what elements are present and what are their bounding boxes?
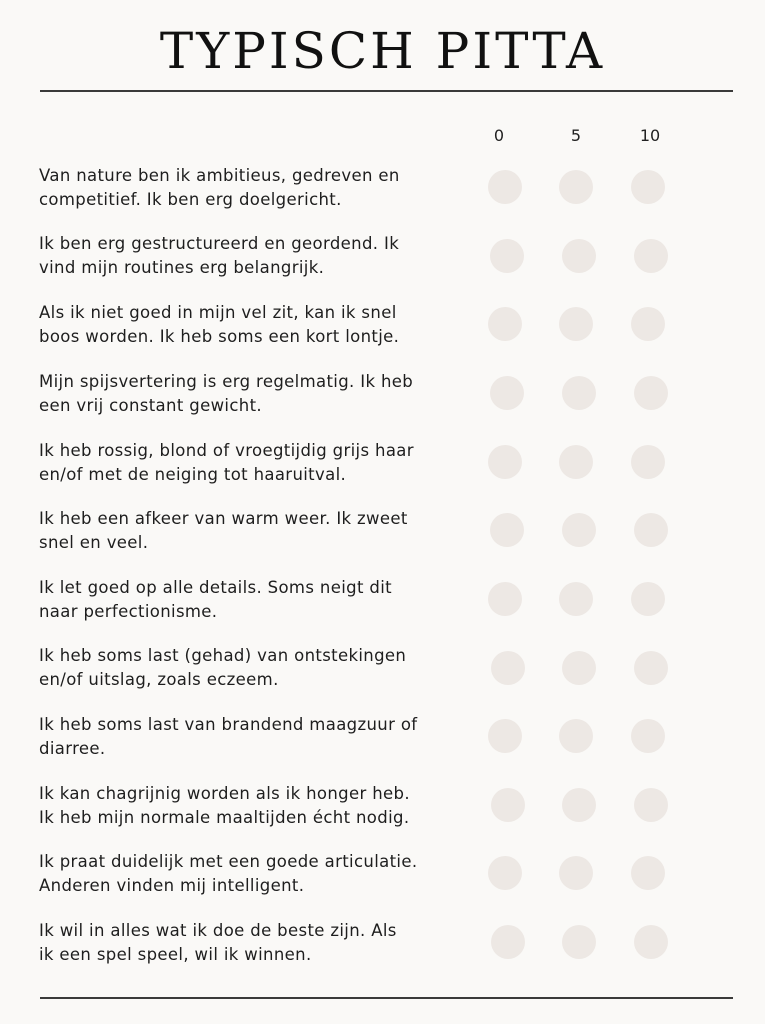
- rating-10-dot[interactable]: [631, 719, 665, 753]
- rating-5-dot[interactable]: [562, 239, 596, 273]
- rating-5-dot[interactable]: [559, 307, 593, 341]
- rating-5-dot[interactable]: [559, 582, 593, 616]
- rating-10-dot[interactable]: [634, 788, 668, 822]
- statement-row: [0, 439, 765, 509]
- statement-row: [0, 232, 765, 302]
- rating-5-dot[interactable]: [562, 788, 596, 822]
- rating-0-dot[interactable]: [490, 513, 524, 547]
- statement-text: Als ik niet goed in mijn vel zit, kan ik snel boos worden. Ik heb soms een kort lontje.: [39, 303, 400, 346]
- rating-0-dot[interactable]: [491, 788, 525, 822]
- statement-text: Mijn spijsvertering is erg regelmatig. Ik heb een vrij constant gewicht.: [39, 372, 414, 415]
- statement-text: Ik kan chagrijnig worden als ik honger heb. Ik heb mijn normale maaltijden écht nodig.: [39, 784, 410, 827]
- rating-0-dot[interactable]: [488, 582, 522, 616]
- statement-row: [0, 919, 765, 989]
- statement-row: [0, 301, 765, 371]
- rating-10-dot[interactable]: [634, 376, 668, 410]
- rating-5-dot[interactable]: [562, 513, 596, 547]
- statement-text: Ik praat duidelijk met een goede articulatie. Anderen vinden mij intelligent.: [39, 852, 418, 895]
- rating-10-dot[interactable]: [631, 307, 665, 341]
- statement-row: [0, 644, 765, 714]
- rating-0-dot[interactable]: [488, 170, 522, 204]
- rating-5-dot[interactable]: [562, 925, 596, 959]
- rating-0-dot[interactable]: [488, 307, 522, 341]
- rating-10-dot[interactable]: [634, 239, 668, 273]
- statement-text: Ik heb soms last van brandend maagzuur of diarree.: [39, 715, 418, 758]
- statement-text: Ik heb soms last (gehad) van ontstekingen en/of uitslag, zoals eczeem.: [39, 646, 407, 689]
- rating-5-dot[interactable]: [562, 376, 596, 410]
- scale-label-5: 5: [570, 126, 582, 145]
- rating-0-dot[interactable]: [491, 651, 525, 685]
- rating-10-dot[interactable]: [631, 170, 665, 204]
- rating-5-dot[interactable]: [559, 856, 593, 890]
- page-title: TYPISCH PITTA: [159, 22, 606, 80]
- statement-text: Ik heb rossig, blond of vroegtijdig grijs haar en/of met de neiging tot haaruitval.: [39, 441, 414, 484]
- rating-0-dot[interactable]: [490, 376, 524, 410]
- rating-10-dot[interactable]: [631, 856, 665, 890]
- rating-10-dot[interactable]: [631, 445, 665, 479]
- scale-label-10: 10: [639, 126, 661, 145]
- statement-row: [0, 576, 765, 646]
- rating-5-dot[interactable]: [559, 445, 593, 479]
- rating-10-dot[interactable]: [634, 651, 668, 685]
- scale-label-0: 0: [493, 126, 505, 145]
- statement-text: Ik wil in alles wat ik doe de beste zijn. Als ik een spel speel, wil ik winnen.: [39, 921, 397, 964]
- statement-text: Ik ben erg gestructureerd en geordend. Ik vind mijn routines erg belangrijk.: [39, 234, 400, 277]
- rating-10-dot[interactable]: [634, 925, 668, 959]
- statement-row: [0, 164, 765, 234]
- rating-0-dot[interactable]: [488, 719, 522, 753]
- rating-10-dot[interactable]: [634, 513, 668, 547]
- rating-10-dot[interactable]: [631, 582, 665, 616]
- statement-row: [0, 850, 765, 920]
- rating-0-dot[interactable]: [490, 239, 524, 273]
- rating-0-dot[interactable]: [491, 925, 525, 959]
- rating-0-dot[interactable]: [488, 445, 522, 479]
- top-divider: [40, 90, 733, 92]
- statement-text: Van nature ben ik ambitieus, gedreven en competitief. Ik ben erg doelgericht.: [39, 166, 400, 209]
- rating-5-dot[interactable]: [562, 651, 596, 685]
- rating-0-dot[interactable]: [488, 856, 522, 890]
- statement-row: [0, 713, 765, 783]
- statement-text: Ik let goed op alle details. Soms neigt dit naar perfectionisme.: [39, 578, 392, 621]
- statement-row: [0, 370, 765, 440]
- statement-row: [0, 507, 765, 577]
- statement-row: [0, 782, 765, 852]
- bottom-divider: [40, 997, 733, 999]
- statement-text: Ik heb een afkeer van warm weer. Ik zweet snel en veel.: [39, 509, 408, 552]
- rating-5-dot[interactable]: [559, 719, 593, 753]
- rating-5-dot[interactable]: [559, 170, 593, 204]
